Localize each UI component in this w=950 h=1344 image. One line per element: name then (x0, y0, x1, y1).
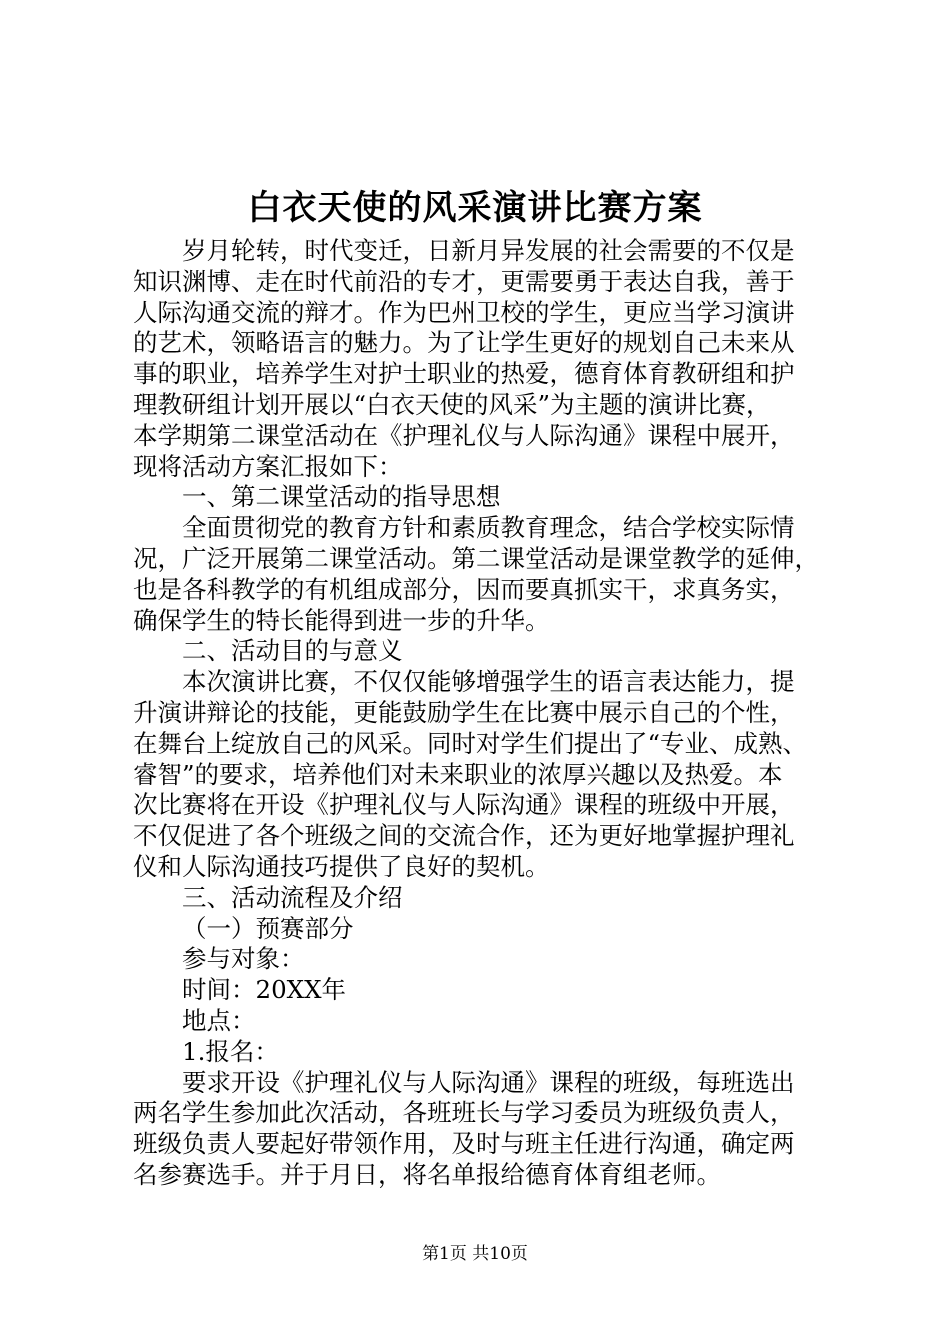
document-title: 白衣天使的风采演讲比赛方案 (247, 188, 703, 228)
paragraph-line: 人际沟通交流的辩才。作为巴州卫校的学生，更应当学习演讲 (133, 297, 795, 327)
paragraph-line: 况，广泛开展第二课堂活动。第二课堂活动是课堂教学的延伸， (133, 543, 819, 573)
paragraph-line: 事的职业，培养学生对护士职业的热爱，德育体育教研组和护 (133, 359, 795, 389)
paragraph-line: 知识渊博、走在时代前沿的专才，更需要勇于表达自我，善于 (133, 266, 795, 296)
paragraph-line: 本次演讲比赛，不仅仅能够增强学生的语言表达能力，提 (182, 667, 795, 697)
paragraph-line: 现将活动方案汇报如下： (133, 451, 403, 481)
section-heading: 二、活动目的与意义 (182, 636, 403, 666)
item-registration: 1.报名： (182, 1036, 279, 1066)
paragraph-line: 不仅促进了各个班级之间的交流合作，还为更好地掌握护理礼 (133, 821, 795, 851)
paragraph-line: 也是各科教学的有机组成部分，因而要真抓实干，求真务实， (133, 574, 795, 604)
paragraph-line: 本学期第二课堂活动在《护理礼仪与人际沟通》课程中展开， (133, 420, 795, 450)
page-footer: 第1页 共10页 (422, 1244, 528, 1264)
paragraph-line: 的艺术，领略语言的魅力。为了让学生更好的规划自己未来从 (133, 328, 795, 358)
field-time: 时间：20XX年 (182, 975, 347, 1005)
paragraph-line: 名参赛选手。并于月日，将名单报给德育体育组老师。 (133, 1159, 721, 1189)
field-participants: 参与对象： (182, 944, 305, 974)
document-body (133, 236, 838, 1191)
paragraph-line: 班级负责人要起好带领作用，及时与班主任进行沟通，确定两 (133, 1129, 795, 1159)
subsection-heading: （一）预赛部分 (182, 913, 354, 943)
section-heading: 三、活动流程及介绍 (182, 882, 403, 912)
paragraph-line: 升演讲辩论的技能，更能鼓励学生在比赛中展示自己的个性， (133, 697, 795, 727)
paragraph-line: 次比赛将在开设《护理礼仪与人际沟通》课程的班级中开展， (133, 790, 795, 820)
paragraph-line: 要求开设《护理礼仪与人际沟通》课程的班级，每班选出 (182, 1067, 795, 1097)
paragraph-line: 理教研组计划开展以“白衣天使的风采”为主题的演讲比赛， (133, 389, 771, 419)
paragraph-line: 仪和人际沟通技巧提供了良好的契机。 (133, 851, 550, 881)
paragraph-line: 全面贯彻党的教育方针和素质教育理念，结合学校实际情 (182, 513, 795, 543)
paragraph-line: 在舞台上绽放自己的风采。同时对学生们提出了“专业、成熟、 (133, 728, 808, 758)
field-location: 地点： (182, 1005, 256, 1035)
paragraph-line: 确保学生的特长能得到进一步的升华。 (133, 605, 550, 635)
paragraph-line: 岁月轮转，时代变迁，日新月异发展的社会需要的不仅是 (182, 236, 795, 265)
section-heading: 一、第二课堂活动的指导思想 (182, 482, 501, 512)
paragraph-line: 睿智”的要求，培养他们对未来职业的浓厚兴趣以及热爱。本 (133, 759, 783, 789)
paragraph-line: 两名学生参加此次活动，各班班长与学习委员为班级负责人， (133, 1098, 795, 1128)
